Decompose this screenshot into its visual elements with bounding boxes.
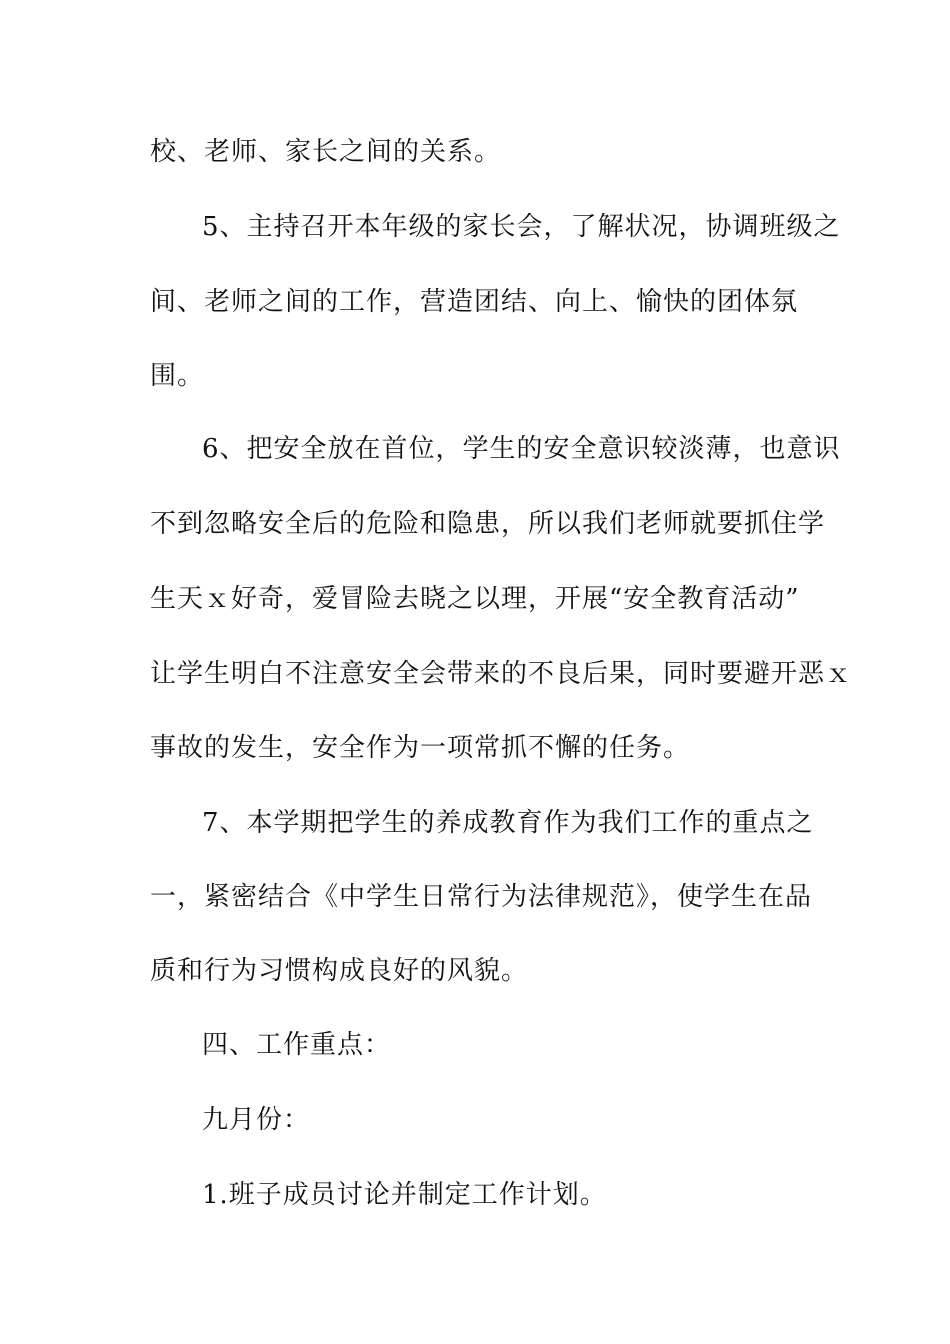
paragraph-line: 一，紧密结合《中学生日常行为法律规范》，使学生在品 <box>150 882 813 912</box>
paragraph-line: 间、老师之间的工作，营造团结、向上、愉快的团体氛 <box>150 287 799 317</box>
paragraph-line: 生天ｘ好奇，爱冒险去晓之以理，开展“安全教育活动” <box>150 584 800 614</box>
paragraph-line: 事故的发生，安全作为一项常抓不懈的任务。 <box>150 733 691 763</box>
paragraph-line: 5、主持召开本年级的家长会，了解状况，协调班级之 <box>202 212 841 242</box>
paragraph-line: 让学生明白不注意安全会带来的不良后果，同时要避开恶ｘ <box>150 659 853 689</box>
list-item: 1.班子成员讨论并制定工作计划。 <box>202 1180 607 1210</box>
paragraph-line: 不到忽略安全后的危险和隐患，所以我们老师就要抓住学 <box>150 509 826 539</box>
paragraph-line: 质和行为习惯构成良好的风貌。 <box>150 956 529 986</box>
paragraph-line: 6、把安全放在首位，学生的安全意识较淡薄，也意识 <box>202 434 841 464</box>
paragraph-line: 围。 <box>150 361 205 391</box>
section-heading: 四、工作重点： <box>202 1030 392 1060</box>
paragraph-line: 7、本学期把学生的养成教育作为我们工作的重点之 <box>202 808 814 838</box>
subsection-heading: 九月份： <box>202 1105 311 1135</box>
paragraph-line: 校、老师、家长之间的关系。 <box>150 137 502 167</box>
